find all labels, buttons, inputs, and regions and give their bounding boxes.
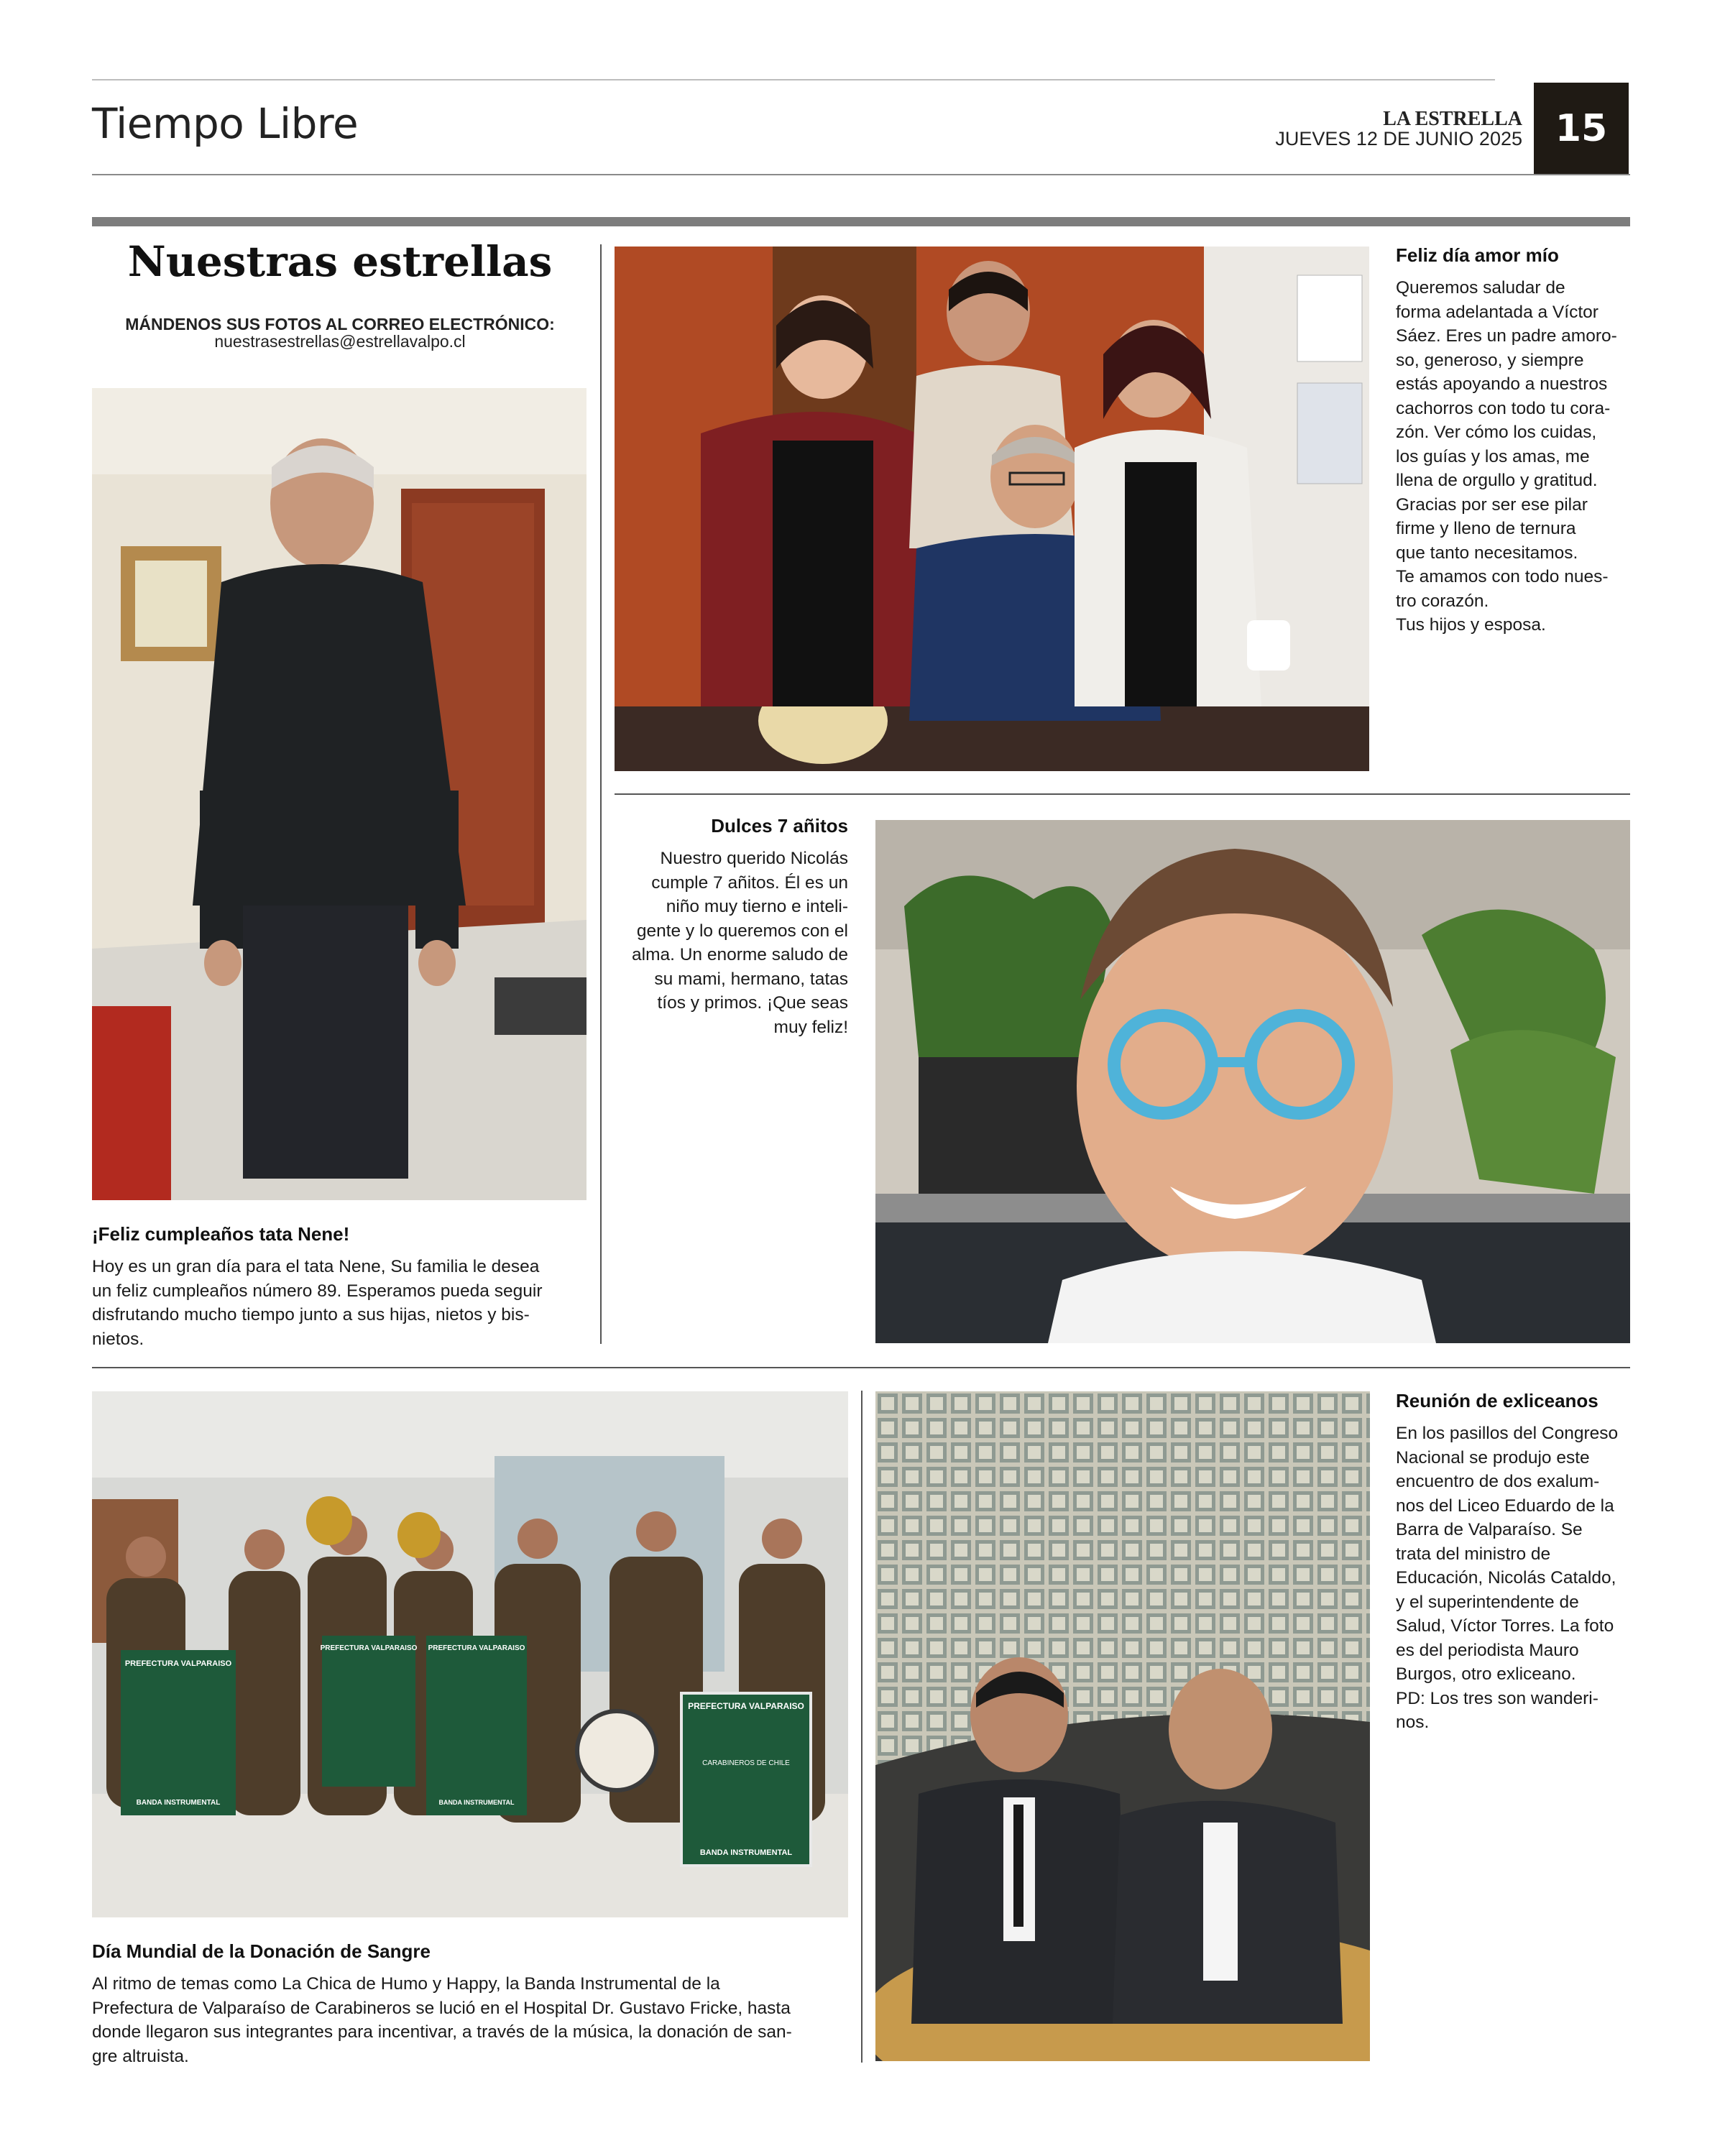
story-title: Dulces 7 añitos: [711, 815, 848, 837]
story-line: Nacional se produjo este: [1396, 1447, 1590, 1468]
story-line: donde llegaron sus integrantes para incentivar, a través de la música, la donación de san-: [92, 2022, 792, 2042]
newspaper-name: LA ESTRELLA: [1383, 108, 1522, 130]
story-line: firme y lleno de ternura: [1396, 519, 1576, 538]
row-divider-bottom: [92, 1367, 1630, 1368]
column-divider-bottom: [861, 1391, 862, 2063]
story-line: nietos.: [92, 1329, 144, 1349]
photo-band: [92, 1391, 848, 1917]
story-line: Gracias por ser ese pilar: [1396, 494, 1588, 515]
story-line: Educación, Nicolás Cataldo,: [1396, 1568, 1616, 1588]
story-line: so, generoso, y siempre: [1396, 350, 1584, 370]
submit-email[interactable]: nuestrasestrellas@estrellavalpo.cl: [214, 332, 466, 351]
band-banner-3: [426, 1636, 527, 1815]
story-line: trata del ministro de: [1396, 1544, 1551, 1564]
story-line: disfrutando mucho tiempo junto a sus hijas, nietos y bis-: [92, 1305, 530, 1325]
story-body: [92, 1255, 595, 1351]
story-line: Al ritmo de temas como La Chica de Humo y Happy, la Banda Instrumental de la: [92, 1974, 720, 1994]
story-line: es del periodista Mauro: [1396, 1640, 1579, 1660]
issue-date: JUEVES 12 DE JUNIO 2025: [1275, 128, 1522, 149]
story-line: gente y lo queremos con el: [636, 921, 848, 941]
photo-exliceanos: [875, 1391, 1370, 2061]
banner-text: CARABINEROS DE CHILE: [702, 1759, 790, 1767]
story-body: [615, 847, 848, 1039]
story-line: que tanto necesitamos.: [1396, 543, 1578, 563]
story-line: forma adelantada a Víctor: [1396, 302, 1598, 322]
story-line: encuentro de dos exalum-: [1396, 1472, 1600, 1491]
band-banner-1: [121, 1650, 236, 1815]
story-line: muy feliz!: [773, 1017, 848, 1037]
banner-text: BANDA INSTRUMENTAL: [136, 1799, 221, 1807]
section-title: Nuestras estrellas: [127, 237, 553, 286]
banner-text: PREFECTURA VALPARAISO: [124, 1659, 232, 1668]
story-line: alma. Un enorme saludo de: [632, 945, 848, 964]
row-divider-middle: [615, 793, 1630, 795]
band-banner-4: [681, 1693, 811, 1866]
header-rule: [92, 174, 1630, 175]
story-line: nos.: [1396, 1713, 1430, 1732]
story-body: [1396, 276, 1626, 637]
submit-label: MÁNDENOS SUS FOTOS AL CORREO ELECTRÓNICO:: [125, 315, 555, 333]
story-line: tro corazón.: [1396, 591, 1489, 611]
story-title: Día Mundial de la Donación de Sangre: [92, 1940, 431, 1962]
story-line: cachorros con todo tu cora-: [1396, 398, 1611, 418]
story-line: un feliz cumpleaños número 89. Esperamos pueda seguir: [92, 1281, 543, 1301]
story-line: Barra de Valparaíso. Se: [1396, 1520, 1583, 1539]
story-line: llena de orgullo y gratitud.: [1396, 471, 1598, 490]
story-line: Te amamos con todo nues-: [1396, 567, 1609, 586]
story-line: tíos y primos. ¡Que seas: [657, 993, 848, 1013]
photo-family: [615, 247, 1369, 771]
banner-text: BANDA INSTRUMENTAL: [438, 1799, 515, 1806]
story-line: Burgos, otro exliceano.: [1396, 1664, 1576, 1684]
story-line: PD: Los tres son wanderi-: [1396, 1688, 1598, 1708]
story-body: [1396, 1422, 1626, 1735]
story-line: Hoy es un gran día para el tata Nene, Su familia le desea: [92, 1257, 540, 1276]
story-title: ¡Feliz cumpleaños tata Nene!: [92, 1223, 350, 1245]
story-line: Nuestro querido Nicolás: [660, 849, 848, 868]
story-line: los guías y los amas, me: [1396, 446, 1590, 466]
banner-text: PREFECTURA VALPARAISO: [320, 1644, 418, 1652]
story-line: gre altruista.: [92, 2046, 189, 2066]
story-line: niño muy tierno e inteli-: [666, 897, 848, 916]
story-line: zón. Ver cómo los cuidas,: [1396, 423, 1597, 442]
story-line: Salud, Víctor Torres. La foto: [1396, 1616, 1614, 1636]
story-body: [92, 1972, 854, 2068]
story-title: Reunión de exliceanos: [1396, 1390, 1598, 1411]
banner-text: BANDA INSTRUMENTAL: [699, 1848, 793, 1857]
story-line: En los pasillos del Congreso: [1396, 1424, 1619, 1443]
section-name: Tiempo Libre: [92, 99, 359, 148]
top-rule: [92, 79, 1495, 80]
story-line: su mami, hermano, tatas: [654, 969, 848, 989]
story-title: Feliz día amor mío: [1396, 244, 1559, 266]
section-bar: [92, 217, 1630, 226]
story-line: estás apoyando a nuestros: [1396, 374, 1608, 394]
banner-text: PREFECTURA VALPARAISO: [428, 1644, 525, 1652]
page-number: 15: [1534, 83, 1629, 175]
photo-tata-nene: [92, 388, 586, 1200]
story-line: nos del Liceo Eduardo de la: [1396, 1496, 1614, 1516]
photo-boy: [875, 820, 1630, 1343]
story-line: cumple 7 añitos. Él es un: [651, 872, 848, 893]
story-line: Tus hijos y esposa.: [1396, 615, 1546, 635]
banner-text: PREFECTURA VALPARAISO: [688, 1701, 804, 1711]
story-line: Sáez. Eres un padre amoro-: [1396, 326, 1617, 346]
band-banner-2: [321, 1636, 418, 1787]
column-divider-top: [600, 244, 602, 1344]
story-line: Queremos saludar de: [1396, 278, 1565, 298]
story-line: y el superintendente de: [1396, 1592, 1579, 1612]
story-line: Prefectura de Valparaíso de Carabineros se lució en el Hospital Dr. Gustavo Fricke, hasta: [92, 1998, 791, 2018]
